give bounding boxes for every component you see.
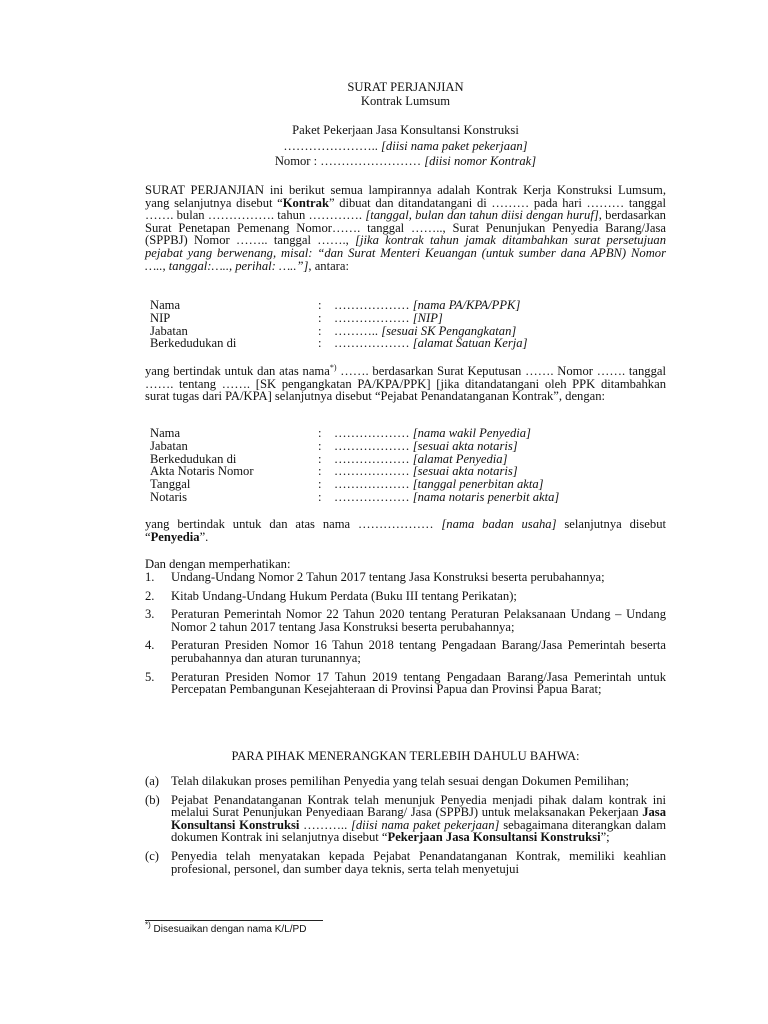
- party-label: Jabatan: [150, 323, 188, 338]
- parties-list: [145, 775, 666, 881]
- parties-b-text-1: Pejabat Penandatanganan Kontrak telah menunjuk Penyedia menjadi pihak dalam kontrak ini melalui Surat Penunjukan Penyediaan Barang/ Jasa (SPPBJ) untuk melaksanakan Pekerjaan: [171, 792, 666, 820]
- party-hint: [sesuai akta notaris]: [412, 464, 518, 479]
- party-sep: :: [318, 336, 322, 351]
- intro-text-3: , berdasarkan Surat Penetapan Pemenang Nomor……. tanggal …….., Surat Penunjukan Penyedia Barang/Jasa (SPPBJ) Nomor …….. tanggal …….,: [145, 208, 666, 248]
- party-value: ………………: [334, 310, 413, 325]
- parties-heading: PARA PIHAK MENERANGKAN TERLEBIH DAHULU BAHWA:: [231, 749, 580, 763]
- contract-number-hint: [diisi nomor Kontrak]: [424, 154, 537, 168]
- party-hint: [sesuai akta notaris]: [412, 438, 518, 453]
- intro-text-4: , antara:: [308, 258, 349, 273]
- list-number: 5.: [145, 669, 155, 684]
- intro-date-hint: [tanggal, bulan dan tahun diisi dengan huruf]: [365, 208, 599, 223]
- acting2-penyedia-bold: Penyedia: [150, 529, 200, 544]
- party-one-row: [150, 337, 666, 350]
- party-hint: [nama notaris penerbit akta]: [412, 489, 560, 504]
- list-text: Peraturan Presiden Nomor 17 Tahun 2019 tentang Pengadaan Barang/Jasa Pemerintah untuk Percepatan Pembangunan Kesejahteraan di Provinsi Papua dan Provinsi Papua Barat;: [171, 669, 666, 697]
- list-number: 4.: [145, 638, 155, 653]
- party-label: Berkedudukan di: [150, 336, 237, 351]
- list-item: [145, 571, 666, 584]
- party-value: ………………: [334, 426, 413, 440]
- footnote-marker: *): [329, 362, 337, 372]
- party-value: ………………: [334, 298, 413, 312]
- party-sep: :: [318, 477, 322, 492]
- party-hint: [alamat Satuan Kerja]: [412, 336, 528, 351]
- parties-b-text-2: ………..: [299, 817, 351, 832]
- package-name-line: [145, 140, 666, 153]
- party-hint: [NIP]: [412, 310, 443, 325]
- list-item: [145, 671, 666, 696]
- party-label: Tanggal: [150, 477, 191, 492]
- list-letter: (b): [145, 792, 160, 807]
- acting2-text-a: yang bertindak untuk dan atas nama ………………: [145, 517, 442, 531]
- contract-number-line: [145, 155, 666, 168]
- list-text: Peraturan Presiden Nomor 16 Tahun 2018 tentang Pengadaan Barang/Jasa Pemerintah beserta perubahannya dan aturan turunannya;: [171, 638, 666, 665]
- party-sep: :: [318, 464, 322, 479]
- party-value: ………………: [334, 464, 413, 479]
- list-item: [145, 794, 666, 844]
- document-title: SURAT PERJANJIAN: [347, 80, 464, 94]
- party-hint: [sesuai SK Pengangkatan]: [381, 323, 517, 338]
- list-text: [171, 794, 666, 844]
- footnote-text: Disesuaikan dengan nama K/L/PD: [150, 924, 307, 935]
- list-letter: (c): [145, 848, 159, 863]
- parties-b-bold-1: Jasa Konsultansi Konstruksi: [171, 805, 666, 832]
- parties-b-hint: [diisi nama paket pekerjaan]: [350, 817, 500, 832]
- acting2-text-b: selanjutnya disebut “: [145, 517, 666, 544]
- party-two-row: [150, 491, 666, 504]
- party-two-table: [150, 427, 666, 504]
- party-sep: :: [318, 323, 322, 338]
- list-text: Undang-Undang Nomor 2 Tahun 2017 tentang Jasa Konstruksi beserta perubahannya;: [171, 570, 605, 584]
- list-item: [145, 850, 666, 875]
- list-number: 1.: [145, 570, 155, 584]
- list-letter: (a): [145, 774, 159, 788]
- party-sep: :: [318, 310, 322, 325]
- party-value: ………………: [334, 451, 413, 466]
- footnote-marker: *): [145, 920, 151, 930]
- intro-multiyear-hint: [jika kontrak tahun jamak ditambahkan surat persetujuan pejabat yang berwenang, misal: “dan Surat Menteri Keuangan (untuk sumber dana APBN) Nomor ….., tanggal:….., perihal: …..”]: [145, 233, 666, 273]
- party-value: ………..: [334, 323, 382, 338]
- list-text: Telah dilakukan proses pemilihan Penyedia yang telah sesuai dengan Dokumen Pemilihan;: [171, 774, 629, 788]
- list-number: 3.: [145, 607, 155, 622]
- parties-b-text-3: sebagaimana diterangkan dalam dokumen Kontrak ini selanjutnya disebut “: [171, 817, 666, 845]
- intro-kontrak-bold: Kontrak: [282, 195, 329, 210]
- intro-text-1: SURAT PERJANJIAN ini berikut semua lampirannya adalah Kontrak Kerja Konstruksi Lumsum, yang selanjutnya disebut “: [145, 183, 666, 210]
- footnote-divider: [145, 920, 323, 921]
- acting-paragraph-2: [145, 518, 666, 543]
- list-number: 2.: [145, 588, 155, 603]
- list-item: [145, 775, 666, 788]
- party-label: NIP: [150, 310, 171, 325]
- party-value: ………………: [334, 336, 413, 351]
- party-sep: :: [318, 426, 322, 440]
- party-sep: :: [318, 298, 322, 312]
- acting-paragraph-1: [145, 362, 666, 404]
- considering-list: [145, 571, 666, 702]
- parties-b-bold-2: Pekerjaan Jasa Konsultansi Konstruksi: [387, 830, 601, 845]
- party-value: ………………: [334, 477, 413, 492]
- acting1-text-b: ……. berdasarkan Surat Keputusan ……. Nomor ……. tanggal ……. tentang ……. [SK pengangkatan PA/KPA/PPK] [jika ditandatangani oleh PPK ditambahkan surat tugas dari PA/KPA] selanjutnya disebut “Pejabat Penandatanganan Kontrak”, dengan:: [145, 364, 666, 404]
- considering-heading: Dan dengan memperhatikan:: [145, 557, 291, 571]
- package-title: Paket Pekerjaan Jasa Konsultansi Konstruksi: [292, 123, 519, 137]
- party-label: Notaris: [150, 489, 188, 504]
- party-hint: [alamat Penyedia]: [412, 451, 508, 466]
- list-text: Peraturan Pemerintah Nomor 22 Tahun 2020 tentang Peraturan Pelaksanaan Undang – Undang Nomor 2 tahun 2017 tentang Jasa Konstruksi beserta perubahannya;: [171, 607, 666, 634]
- party-hint: [nama wakil Penyedia]: [412, 426, 531, 440]
- parties-b-text-4: ”;: [600, 830, 610, 845]
- acting2-hint: [nama badan usaha]: [441, 517, 557, 531]
- party-label: Nama: [150, 426, 181, 440]
- document-subtitle: Kontrak Lumsum: [360, 94, 451, 108]
- party-sep: :: [318, 489, 322, 504]
- party-sep: :: [318, 438, 322, 453]
- list-item: [145, 639, 666, 664]
- intro-paragraph: [145, 184, 666, 272]
- contract-number-label: Nomor : ……………………: [274, 154, 422, 168]
- party-value: ………………: [334, 489, 413, 504]
- intro-text-2: ” dibuat dan ditandatangani di ……… pada hari ……… tanggal ……. bulan ……………. tahun ………….: [145, 195, 666, 223]
- party-value: ………………: [334, 438, 413, 453]
- package-hint: [diisi nama paket pekerjaan]: [381, 139, 528, 153]
- list-item: [145, 608, 666, 633]
- party-label: Jabatan: [150, 438, 188, 453]
- party-label: Akta Notaris Nomor: [150, 464, 254, 479]
- acting2-text-c: ”.: [199, 529, 209, 544]
- party-hint: [tanggal penerbitan akta]: [412, 477, 544, 492]
- party-label: Berkedudukan di: [150, 451, 237, 466]
- package-dots: …………………..: [283, 139, 378, 153]
- footnote: [145, 920, 307, 935]
- party-hint: [nama PA/KPA/PPK]: [412, 298, 521, 312]
- party-sep: :: [318, 451, 322, 466]
- party-label: Nama: [150, 298, 181, 312]
- list-item: [145, 590, 666, 603]
- list-text: Penyedia telah menyatakan kepada Pejabat Penandatanganan Kontrak, memiliki keahlian profesional, personel, dan sumber daya teknis, serta telah menyetujui: [171, 848, 666, 876]
- acting1-text-a: yang bertindak untuk dan atas nama: [145, 364, 330, 378]
- party-one-table: [150, 299, 666, 350]
- list-text: Kitab Undang-Undang Hukum Perdata (Buku III tentang Perikatan);: [171, 588, 517, 603]
